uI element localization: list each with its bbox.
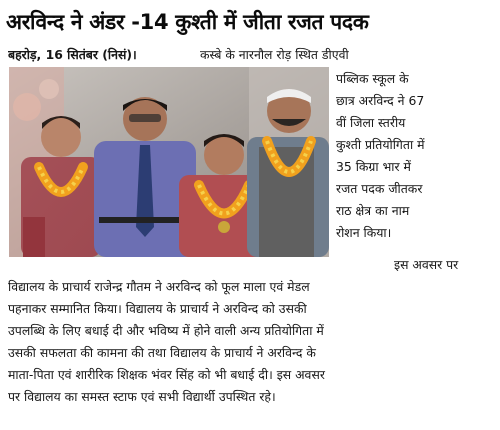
text-line: वीं जिला स्तरीय [336, 115, 406, 130]
text-line: उसकी सफलता की कामना की तथा विद्यालय के प्राचार्य ने अरविन्द के [8, 345, 316, 360]
text-line: छात्र अरविन्द ने 67 [336, 93, 425, 108]
news-photo [9, 67, 329, 257]
text-line: माता-पिता एवं शारीरिक शिक्षक भंवर सिंह को भी बधाई दी। इस अवसर [8, 367, 325, 382]
text-line: उपलब्धि के लिए बधाई दी और भविष्य में होने वाली अन्य प्रतियोगिता में [8, 323, 324, 338]
text-line: रजत पदक जीतकर [336, 181, 423, 196]
text-line: 35 किग्रा भार में [336, 159, 411, 174]
text-line: राठ क्षेत्र का नाम [336, 203, 410, 218]
text-line: कस्बे के नारनौल रोड़ स्थित डीएवी [200, 47, 349, 62]
text-line: इस अवसर पर [394, 257, 459, 272]
text-line: पब्लिक स्कूल के [336, 71, 409, 86]
text-line: कुश्ती प्रतियोगिता में [336, 137, 425, 152]
text-line: रोशन किया। [336, 225, 392, 240]
photo-illustration [9, 67, 329, 257]
dateline: बहरोड़, 16 सितंबर (निसं)। [8, 47, 137, 62]
text-line: विद्यालय के प्राचार्य राजेन्द्र गौतम ने अरविन्द को फूल माला एवं मेडल [8, 279, 310, 294]
text-line: पहनाकर सम्मानित किया। विद्यालय के प्राचार्य ने अरविन्द को उसकी [8, 301, 307, 316]
headline: अरविन्द ने अंडर -14 कुश्ती में जीता रजत पदक [6, 10, 369, 34]
text-line: पर विद्यालय का समस्त स्टाफ एवं सभी विद्यार्थी उपस्थित रहे। [8, 389, 276, 404]
